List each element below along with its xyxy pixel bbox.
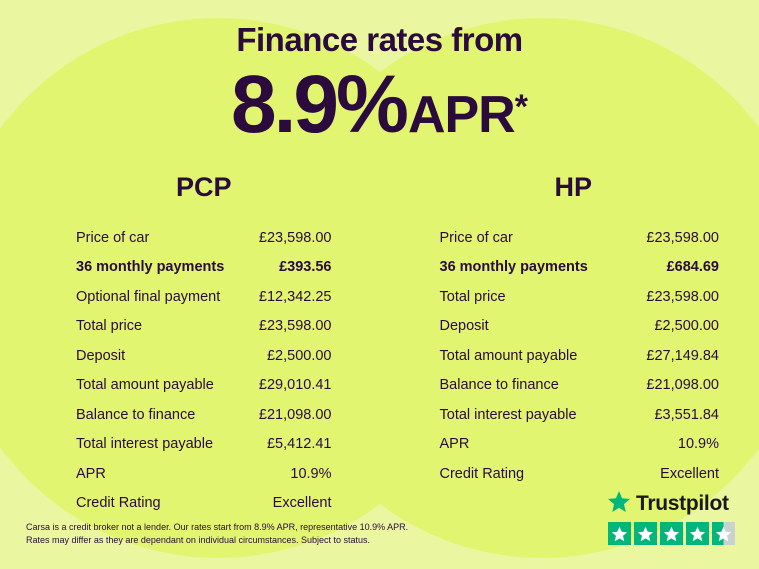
row-value: Excellent	[272, 495, 332, 512]
rating-star-icon	[634, 522, 657, 545]
table-row	[76, 400, 332, 430]
row-label: Total amount payable	[76, 377, 214, 394]
row-value: 10.9%	[677, 436, 719, 453]
table-row	[76, 489, 332, 519]
table-row	[76, 341, 332, 371]
row-label: Total interest payable	[439, 406, 577, 423]
row-label: Credit Rating	[439, 465, 525, 482]
disclaimer-line-1: Carsa is a credit broker not a lender. Our rates start from 8.9% APR, representative 10.9% APR.	[26, 521, 409, 532]
row-label: Deposit	[76, 347, 126, 364]
row-value: £2,500.00	[654, 318, 719, 335]
row-label: APR	[439, 436, 470, 453]
rating-star-half-icon	[712, 522, 735, 545]
table-row	[76, 459, 332, 489]
disclaimer	[26, 521, 408, 547]
row-value: £5,412.41	[266, 436, 332, 453]
row-value: £684.69	[666, 259, 719, 276]
row-value: £21,098.00	[258, 406, 332, 423]
row-value: £23,598.00	[646, 229, 719, 246]
row-value: £21,098.00	[646, 377, 719, 394]
row-value: £23,598.00	[258, 318, 332, 335]
table-row	[76, 312, 332, 342]
row-value: £23,598.00	[258, 229, 332, 246]
row-value: £29,010.41	[258, 377, 332, 394]
row-label: Optional final payment	[76, 288, 221, 305]
row-label: Total price	[76, 318, 143, 335]
table-row	[76, 371, 332, 401]
table-row	[76, 253, 332, 283]
table-row	[440, 312, 720, 342]
table-row	[76, 430, 332, 460]
row-label: Price of car	[76, 229, 150, 246]
column-title-hp: HP	[554, 172, 592, 203]
trustpilot-stars	[608, 522, 735, 545]
table-row	[440, 430, 720, 460]
rate-unit: APR	[407, 86, 515, 145]
rating-star-icon	[608, 522, 631, 545]
row-label: Balance to finance	[76, 406, 196, 423]
trustpilot-star-icon	[608, 491, 630, 517]
finance-column-pcp	[0, 172, 380, 518]
row-value: 10.9%	[290, 465, 332, 482]
column-title-pcp: PCP	[175, 172, 232, 203]
table-row	[440, 459, 720, 489]
row-label: Balance to finance	[439, 377, 559, 394]
table-row	[440, 253, 720, 283]
row-value: Excellent	[660, 465, 719, 482]
row-value: £393.56	[279, 259, 332, 276]
table-row	[440, 341, 720, 371]
row-label: Total interest payable	[76, 436, 214, 453]
trustpilot-logo	[608, 491, 735, 517]
row-label: Total amount payable	[439, 347, 578, 364]
row-label: Price of car	[439, 229, 513, 246]
finance-columns	[0, 172, 759, 518]
row-value: £3,551.84	[654, 406, 719, 423]
row-label: Credit Rating	[76, 495, 161, 512]
trustpilot-rating	[608, 491, 735, 545]
row-label: Total price	[439, 288, 506, 305]
row-label: APR	[76, 465, 106, 482]
row-value: £27,149.84	[646, 347, 719, 364]
row-value: £12,342.25	[258, 288, 332, 305]
rating-star-icon	[686, 522, 709, 545]
table-row	[76, 223, 332, 253]
rate-display	[0, 59, 759, 151]
page-title: Finance rates from	[236, 21, 523, 58]
disclaimer-line-2: Rates may differ as they are dependant on individual circumstances. Subject to status.	[26, 534, 371, 545]
row-value: £23,598.00	[646, 288, 719, 305]
finance-column-hp	[380, 172, 759, 518]
row-label: Deposit	[439, 318, 489, 335]
rate-value: 8.9%	[231, 59, 406, 151]
table-row	[440, 371, 720, 401]
asterisk-marker: *	[514, 88, 528, 127]
row-label: 36 monthly payments	[76, 259, 225, 276]
table-row	[440, 282, 720, 312]
trustpilot-name: Trustpilot	[636, 492, 729, 515]
rating-star-icon	[660, 522, 683, 545]
row-label: 36 monthly payments	[439, 259, 588, 276]
table-row	[76, 282, 332, 312]
table-row	[440, 223, 720, 253]
table-row	[440, 400, 720, 430]
row-value: £2,500.00	[266, 347, 332, 364]
